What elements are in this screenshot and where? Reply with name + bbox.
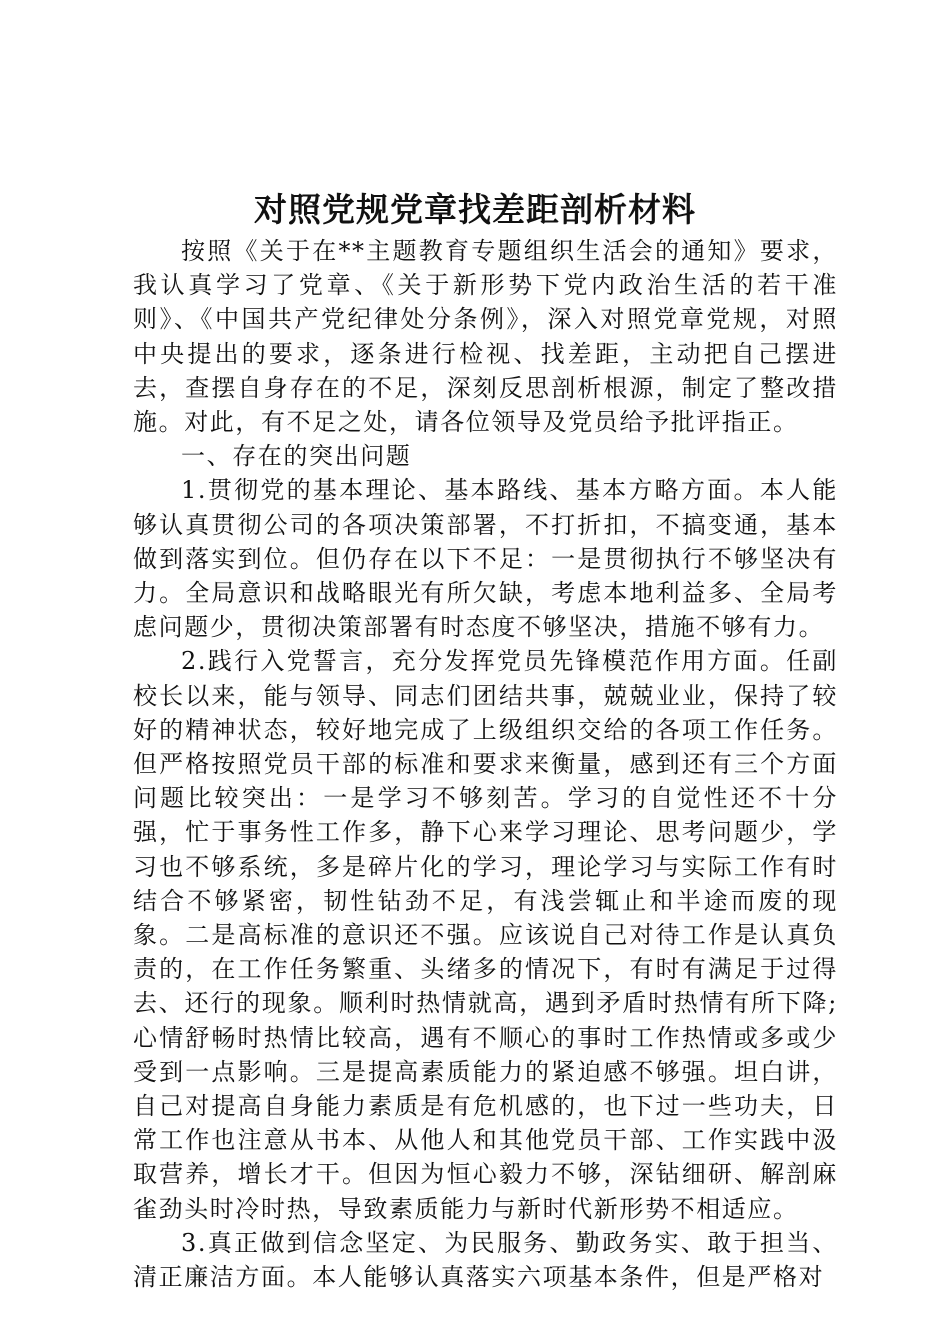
- item-2-paragraph: 2.践行入党誓言，充分发挥党员先锋模范作用方面。任副校长以来，能与领导、同志们团结共事，兢兢业业，保持了较好的精神状态，较好地完成了上级组织交给的各项工作任务。但严格按照党员干部的标准和要求来衡量，感到还有三个方面问题比较突出：一是学习不够刻苦。学习的自觉性还不十分强，忙于事务性工作多，静下心来学习理论、思考问题少，学习也不够系统，多是碎片化的学习，理论学习与实际工作有时结合不够紧密，韧性钻劲不足，有浅尝辄止和半途而废的现象。二是高标准的意识还不强。应该说自己对待工作是认真负责的，在工作任务繁重、头绪多的情况下，有时有满足于过得去、还行的现象。顺利时热情就高，遇到矛盾时热情有所下降;心情舒畅时热情比较高，遇有不顺心的事时工作热情或多或少受到一点影响。三是提高素质能力的紧迫感不够强。坦白讲，自己对提高自身能力素质是有危机感的，也下过一些功夫，日常工作也注意从书本、从他人和其他党员干部、工作实践中汲取营养，增长才干。但因为恒心毅力不够，深钻细研、解剖麻雀劲头时冷时热，导致素质能力与新时代新形势不相适应。: [133, 647, 838, 1223]
- intro-paragraph: 按照《关于在**主题教育专题组织生活会的通知》要求，我认真学习了党章、《关于新形势下党内政治生活的若干准则》、《中国共产党纪律处分条例》，深入对照党章党规，对照中央提出的要求，逐条进行检视、找差距，主动把自己摆进去，查摆自身存在的不足，深刻反思剖析根源，制定了整改措施。对此，有不足之处，请各位领导及党员给予批评指正。: [133, 237, 838, 437]
- item-3-paragraph: 3.真正做到信念坚定、为民服务、勤政务实、敢于担当、清正廉洁方面。本人能够认真落实六项基本条件，但是严格对: [133, 1228, 838, 1292]
- document-title: 对照党规党章找差距剖析材料: [254, 190, 696, 229]
- section-heading: 一、存在的突出问题: [181, 442, 412, 471]
- document-body: [133, 234, 838, 1294]
- item-1-paragraph: 1.贯彻党的基本理论、基本路线、基本方略方面。本人能够认真贯彻公司的各项决策部署，不打折扣，不搞变通，基本做到落实到位。但仍存在以下不足：一是贯彻执行不够坚决有力。全局意识和战略眼光有所欠缺，考虑本地利益多、全局考虑问题少，贯彻决策部署有时态度不够坚决，措施不够有力。: [133, 476, 838, 642]
